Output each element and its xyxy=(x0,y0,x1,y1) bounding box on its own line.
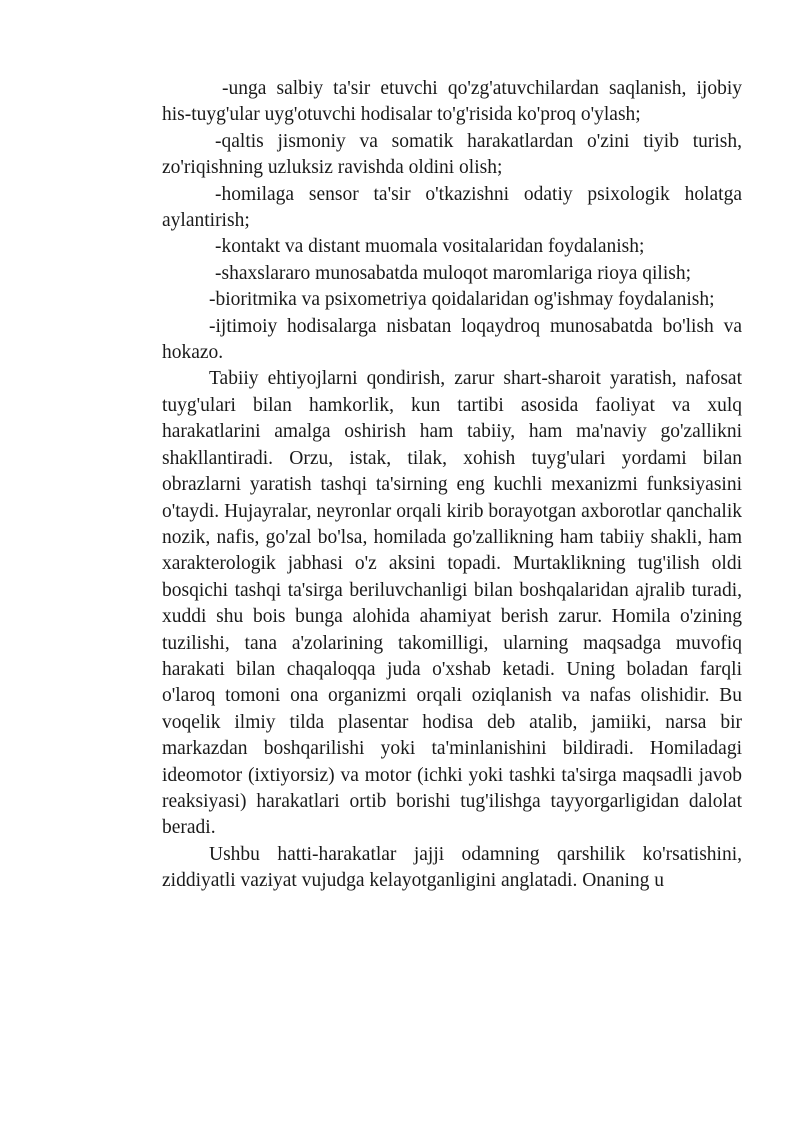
paragraph-sensor-influence: -homilaga sensor ta'sir o'tkazishni odatiy psixologik holatga aylantirish; xyxy=(162,183,742,232)
paragraph-avoid-stimuli: -unga salbiy ta'sir etuvchi qo'zg'atuvchilardan saqlanish, ijobiy his-tuyg'ular uyg'otuvchi hodisalar to'g'risida ko'proq o'ylash; xyxy=(162,78,742,126)
paragraph-avoid-strain: -qaltis jismoniy va somatik harakatlardan o'zini tiyib turish, zo'riqishning uzluksiz ravishda oldini olish; xyxy=(162,130,742,179)
paragraph-actions-resistance: Ushbu hatti-harakatlar jajji odamning qarshilik ko'rsatishini, ziddiyatli vaziyat vujudga kelayotganligini anglatadi. Onaning u xyxy=(162,843,742,892)
paragraph-social-indifference: -ijtimoiy hodisalarga nisbatan loqaydroq munosabatda bo'lish va hokazo. xyxy=(162,315,742,364)
document-page xyxy=(162,76,742,895)
paragraph-biorhythmics: -bioritmika va psixometriya qoidalaridan og'ishmay foydalanish; xyxy=(209,289,715,311)
paragraph-interpersonal-norms: -shaxslararo munosabatda muloqot maromlariga rioya qilish; xyxy=(215,262,692,284)
paragraph-communication-means: -kontakt va distant muomala vositalaridan foydalanish; xyxy=(215,236,645,258)
paragraph-natural-needs: Tabiiy ehtiyojlarni qondirish, zarur shart-sharoit yaratish, nafosat tuyg'ulari bilan hamkorlik, kun tartibi asosida faoliyat va xulq harakatlarini amalga oshirish ham tabiiy, ham ma'naviy go'zallikni shakllantiradi. Orzu, istak, tilak, xohish tuyg'ulari yordami bilan obrazlarni yaratish tashqi ta'sirning eng kuchli mexanizmi funksiyasini o'taydi. Hujayralar, neyronlar orqali kirib borayotgan axborotlar qanchalik nozik, nafis, go'zal bo'lsa, homilada go'zallikning ham tabiiy shakli, ham xarakterologik jabhasi o'z aksini topadi. Murtaklikning tug'ilish oldi bosqichi tashqi ta'sirga beriluvchanligi bilan boshqalaridan ajralib turadi, xuddi shu bois bunga alohida ahamiyat berish zarur. Homila o'zining tuzilishi, tana a'zolarining takomilligi, ularning maqsadga muvofiq harakati bilan chaqaloqqa juda o'xshab ketadi. Uning boladan farqli o'laroq tomoni ona organizmi orqali oziqlanish va nafas olishidir. Bu voqelik ilmiy tilda plasentar hodisa deb atalib, jamiiki, narsa bir markazdan boshqarilishi yoki ta'minlanishini bildiradi. Homiladagi ideomotor (ixtiyorsiz) va motor (ichki yoki tashki ta'sirga maqsadli javob reaksiyasi) harakatlari ortib borishi tug'ilishga tayyorgarligidan dalolat beradi. xyxy=(162,368,742,839)
